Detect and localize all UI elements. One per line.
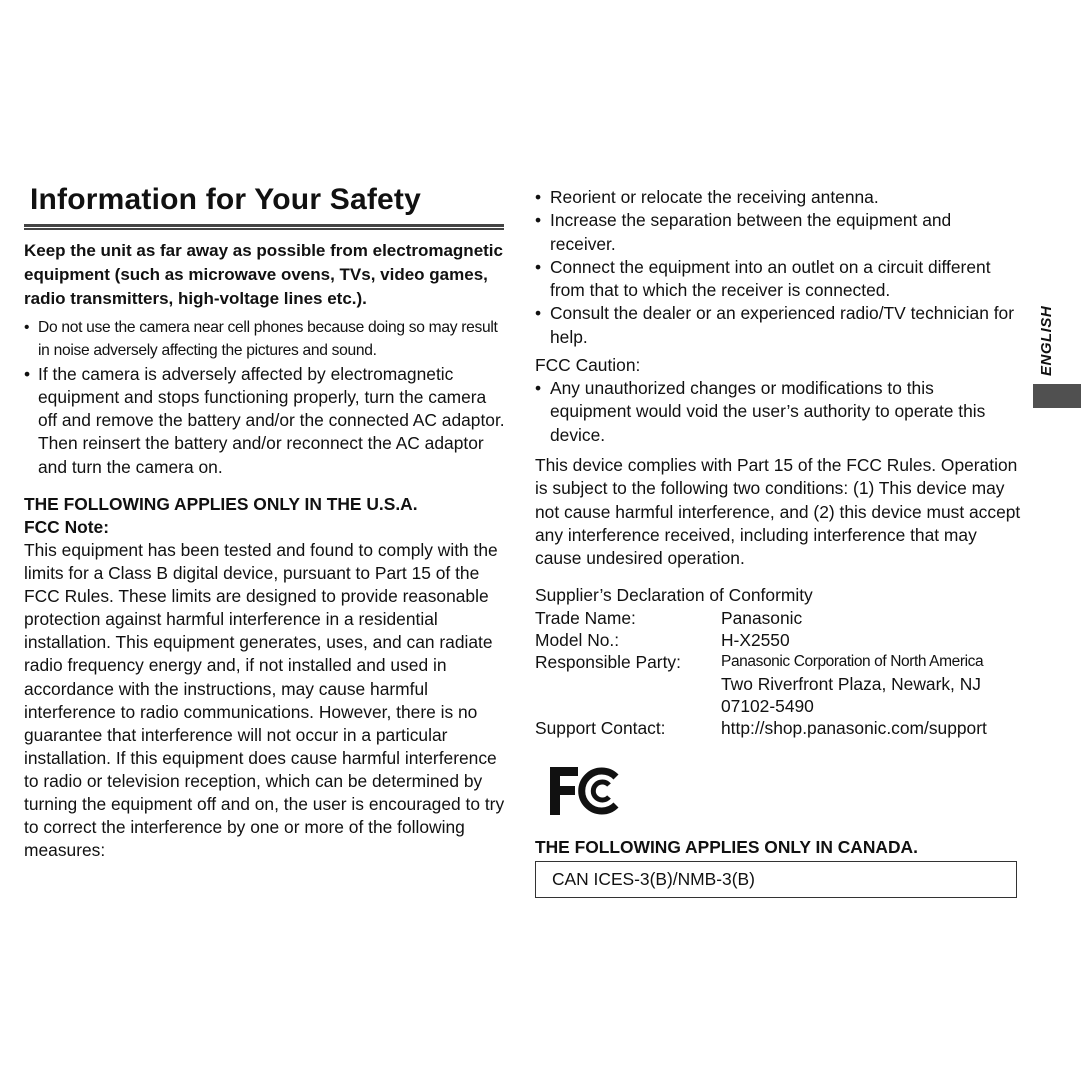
- responsible-party-address: Two Riverfront Plaza, Newark, NJ: [721, 674, 981, 694]
- list-item: • Consult the dealer or an experienced radio/TV technician for help.: [535, 302, 1015, 349]
- responsible-party-name: Panasonic Corporation of North America: [721, 653, 984, 670]
- trade-name-row: [535, 607, 1035, 629]
- canada-heading: THE FOLLOWING APPLIES ONLY IN CANADA.: [535, 837, 918, 857]
- responsible-party-address-row: [535, 673, 1035, 695]
- ices-compliance-box: CAN ICES-3(B)/NMB-3(B): [535, 861, 1017, 898]
- responsible-party-zip: 07102-5490: [721, 696, 814, 716]
- declaration-heading: Supplier’s Declaration of Conformity: [535, 585, 813, 605]
- model-row: [535, 629, 1035, 651]
- fcc-note-heading: FCC Note:: [24, 517, 110, 537]
- language-tab-marker: [1033, 384, 1081, 408]
- list-item: • Connect the equipment into an outlet on a circuit different from that to which the receiver is connected.: [535, 256, 1015, 303]
- safety-bullet-list: [24, 316, 508, 479]
- list-item: • Increase the separation between the equipment and receiver.: [535, 209, 1015, 256]
- measures-list: [535, 186, 1015, 349]
- list-item: • Any unauthorized changes or modifications to this equipment would void the user’s authority to operate this device.: [535, 377, 1015, 447]
- model-label: Model No.:: [535, 630, 620, 650]
- responsible-party-zip-row: [535, 695, 1035, 717]
- model-value: H-X2550: [721, 630, 790, 650]
- responsible-party-label: Responsible Party:: [535, 652, 681, 672]
- support-contact-url: http://shop.panasonic.com/support: [721, 718, 987, 738]
- language-tab-label: ENGLISH: [1038, 305, 1055, 376]
- usa-heading: THE FOLLOWING APPLIES ONLY IN THE U.S.A.: [24, 494, 418, 514]
- fcc-caution-heading: FCC Caution:: [535, 355, 641, 375]
- fcc-caution-list: [535, 377, 1015, 447]
- list-item: • Do not use the camera near cell phones because doing so may result in noise adversely affecting the pictures and sound.: [24, 316, 508, 363]
- fcc-logo: [548, 763, 623, 819]
- trade-name-value: Panasonic: [721, 608, 803, 628]
- intro-warning: Keep the unit as far away as possible from electromagnetic equipment (such as microwave ovens, TVs, video games, radio transmitters, high-voltage lines etc.).: [24, 241, 503, 308]
- part15-compliance-text: This device complies with Part 15 of the FCC Rules. Operation is subject to the following two conditions: (1) This device may not cause harmful interference, and (2) this device must accept any interference received, including interference that may cause undesired operation.: [535, 455, 1021, 569]
- trade-name-label: Trade Name:: [535, 608, 636, 628]
- support-contact-label: Support Contact:: [535, 718, 666, 738]
- title-divider: [24, 224, 504, 230]
- fcc-note-body: This equipment has been tested and found to comply with the limits for a Class B digital device, pursuant to Part 15 of the FCC Rules. These limits are designed to provide reasonable protection against harmful interference in a residential installation. This equipment generates, uses, and can radiate radio frequency energy and, if not installed and used in accordance with the instructions, may cause harmful interference to radio communications. However, there is no guarantee that interference will not occur in a particular installation. If this equipment does cause harmful interference to radio or television reception, which can be determined by turning the equipment off and on, the user is encouraged to try to correct the interference by one or more of the following measures:: [24, 540, 505, 861]
- support-contact-row: [535, 717, 1035, 739]
- list-item: • If the camera is adversely affected by electromagnetic equipment and stops functioning properly, turn the camera off and remove the battery and/or the connected AC adaptor. Then reinsert the battery and/or reconnect the AC adaptor and turn the camera on.: [24, 363, 508, 479]
- page-title: Information for Your Safety: [30, 183, 421, 216]
- list-item: • Reorient or relocate the receiving antenna.: [535, 186, 1015, 209]
- responsible-party-row: [535, 651, 1035, 673]
